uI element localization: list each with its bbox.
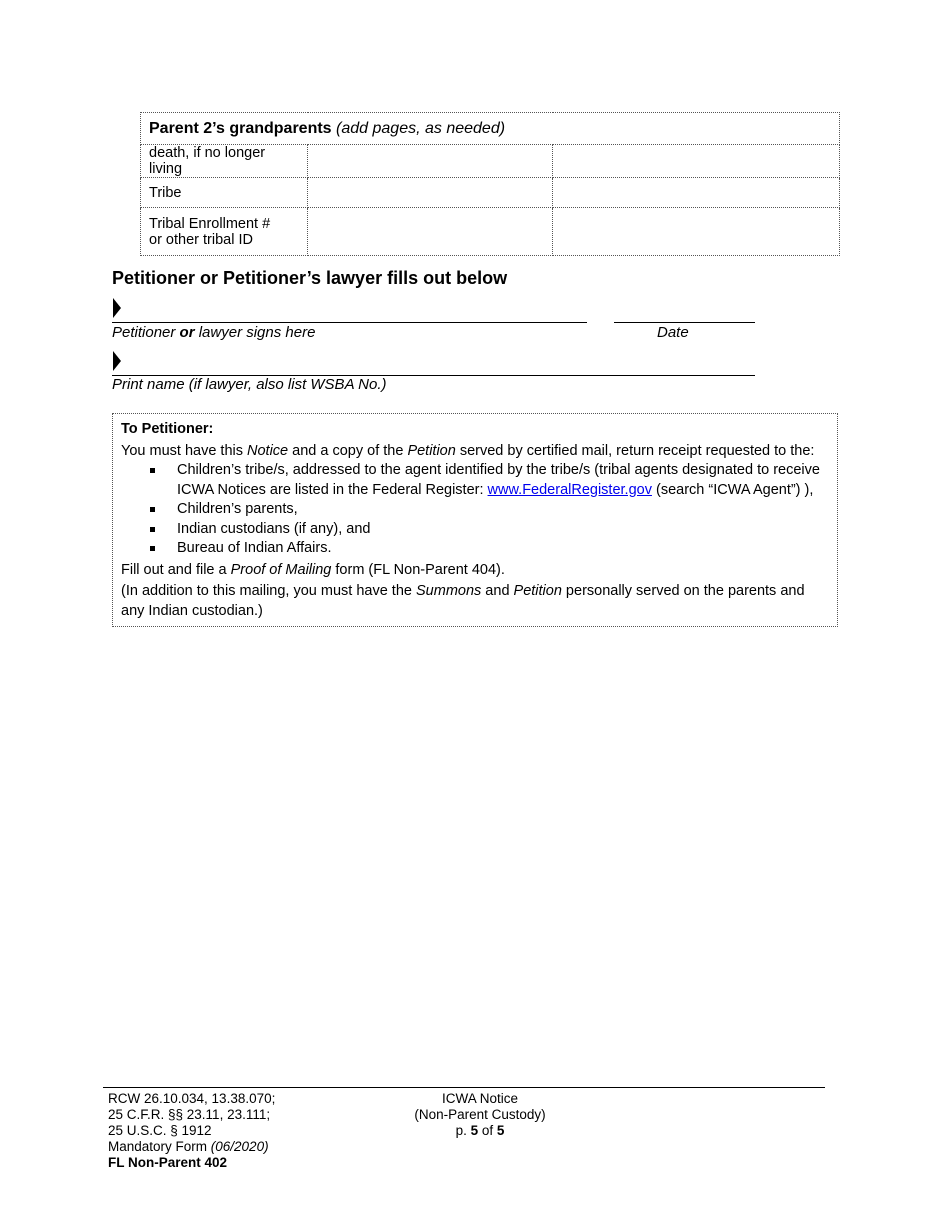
intro-text-3: served by certified mail, return receipt requested to the: [455,442,815,459]
page-number [380,1123,580,1139]
row-label-line-1: Tribal Enrollment # [149,215,271,232]
grandparents-table [140,112,840,256]
instructions-intro [121,442,829,462]
bullet-icon [150,468,155,473]
row-label: Tribe [141,178,308,208]
signature-caption-bold: or [179,324,195,341]
grandparent-2-death-field[interactable] [553,145,840,178]
grandparent-2-tribe-field[interactable] [553,178,840,208]
addl-text-3: personally served on the parents and any Indian custodian.) [121,583,805,619]
grandparents-header-note: (add pages, as needed) [336,119,506,137]
footer-form-number: FL Non-Parent 402 [108,1155,228,1170]
addl-summons: Summons [416,583,482,599]
list-item [177,461,829,500]
signature-caption-post: lawyer signs here [194,324,316,341]
bullet-1-text-end: (search “ICWA Agent”) ), [651,481,814,498]
additional-service-note [121,582,829,621]
fill-form-name: Proof of Mailing [230,561,332,578]
recipient-list [121,461,829,559]
date-caption: Date [657,324,689,341]
addl-text-1: (In addition to this mailing, you must have the [121,583,416,599]
footer-form-label: Mandatory Form [108,1139,211,1154]
instructions-heading: To Petitioner: [121,421,214,437]
grandparent-1-enrollment-field[interactable] [308,208,553,256]
list-item [177,539,829,559]
intro-petition: Petition [407,442,456,459]
bullet-2-text: Children’s parents, [177,501,298,517]
fill-out-instruction [121,561,829,581]
page-total: 5 [496,1123,505,1138]
signature-caption-pre: Petitioner [112,324,180,341]
federal-register-link[interactable]: www.FederalRegister.gov [487,481,652,498]
table-row [141,145,840,178]
footer-form-date: (06/2020) [210,1139,269,1154]
grandparent-2-enrollment-field[interactable] [553,208,840,256]
print-name-arrow-icon [113,351,121,371]
intro-text-2: and a copy of the [288,442,408,459]
signature-line[interactable] [112,322,587,323]
grandparent-1-tribe-field[interactable] [308,178,553,208]
fill-text-2: form (FL Non-Parent 404). [331,561,505,578]
bullet-icon [150,546,155,551]
table-row [141,178,840,208]
intro-notice: Notice [247,442,289,459]
grandparents-header-cell [141,113,840,145]
date-line[interactable] [614,322,755,323]
bullet-icon [150,527,155,532]
footer-title-line-1: ICWA Notice [441,1091,519,1106]
footer-title-line-2: (Non-Parent Custody) [414,1107,546,1122]
page-prefix: p. [455,1123,471,1138]
table-row [141,208,840,256]
footer-form-title [380,1091,580,1139]
footer-form-version [108,1139,275,1155]
row-label [141,208,308,256]
bullet-icon [150,507,155,512]
print-name-caption: Print name (if lawyer, also list WSBA No.) [112,376,387,393]
addl-petition: Petition [513,583,562,599]
grandparents-table-header [141,113,840,145]
footer-citation-2: 25 C.F.R. §§ 23.11, 23.111; [108,1107,271,1122]
signature-caption [112,324,315,341]
bullet-1-text: Children’s tribe/s, addressed to the agent identified by the tribe/s (tribal agents designated to receive ICWA Notices are listed in the Federal Register: [177,462,820,498]
page-current: 5 [470,1123,479,1138]
row-label: death, if no longer living [141,145,308,178]
signature-section-title: Petitioner or Petitioner’s lawyer fills out below [112,268,508,288]
bullet-3-text: Indian custodians (if any), and [177,520,371,537]
bullet-4-text: Bureau of Indian Affairs. [177,540,332,556]
page-of: of [478,1123,497,1138]
addl-text-2: and [481,583,514,599]
petitioner-instructions-box [112,413,838,627]
fill-text-1: Fill out and file a [121,561,231,578]
footer-citation-1: RCW 26.10.034, 13.38.070; [108,1091,276,1106]
list-item [177,500,829,520]
list-item [177,520,829,540]
intro-text-1: You must have this [121,442,248,459]
footer-divider [103,1087,825,1088]
footer-citation-3: 25 U.S.C. § 1912 [108,1123,212,1138]
sign-here-arrow-icon [113,298,121,318]
row-label-line-2: or other tribal ID [149,231,253,248]
grandparents-header-title: Parent 2’s grandparents [149,119,332,137]
grandparent-1-death-field[interactable] [308,145,553,178]
footer-citations [108,1091,275,1171]
